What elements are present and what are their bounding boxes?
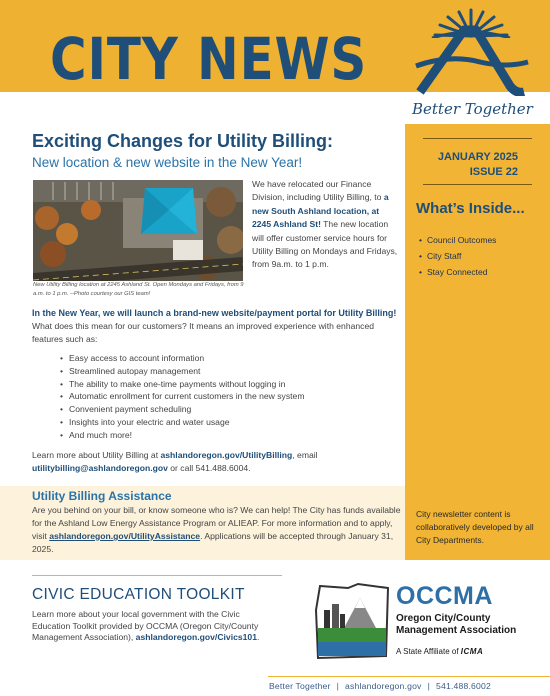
civic-rule — [32, 575, 282, 576]
tagline: Better Together — [412, 100, 533, 118]
issue-number: ISSUE 22 — [469, 166, 518, 178]
article-subtitle: New location & new website in the New Year! — [32, 155, 303, 170]
utility-billing-link[interactable]: ashlandoregon.gov/UtilityBilling — [160, 450, 293, 460]
footer-phone: 541.488.6002 — [436, 681, 491, 691]
list-item: • Easy access to account information — [60, 352, 304, 365]
portal-paragraph — [32, 307, 402, 346]
affiliate-text: A State Affiliate of — [396, 647, 461, 656]
assistance-text-2: . Applications will be accepted through January 31, 2025. — [32, 531, 394, 554]
civics101-link[interactable]: ashlandoregon.gov/Civics101 — [135, 632, 257, 643]
sidebar-panel — [405, 124, 550, 560]
icma-wordmark: ICMA — [460, 647, 484, 656]
sun-a-logo-icon — [410, 4, 532, 96]
civic-text: Learn more about your local government with the Civic Education Toolkit provided by OCCMA (Oregon City/County Management Association), — [32, 609, 259, 643]
footer-separator: | — [427, 681, 430, 691]
feature-list — [60, 352, 304, 442]
article-title: Exciting Changes for Utility Billing: — [32, 131, 334, 151]
aerial-photo — [33, 180, 243, 281]
issue-info — [438, 150, 518, 180]
footer-separator: | — [336, 681, 340, 691]
assistance-heading: Utility Billing Assistance — [32, 489, 172, 503]
sidebar-top-rule — [423, 138, 532, 139]
footer-website-link[interactable]: ashlandoregon.gov — [345, 681, 422, 691]
assistance-text-1: Are you behind on your bill, or know someone who is? We can help! The City has funds available for the Ashland Low Energy Assistance Program or ALIEAP. For more information and to apply, visit — [32, 505, 401, 541]
learn-text-1: Learn more about Utility Billing at — [32, 450, 161, 460]
masthead-title: CITY NEWS — [50, 25, 368, 93]
learn-more-paragraph — [32, 449, 407, 475]
portal-announcement: In the New Year, we will launch a brand-new website/payment portal for Utility Billing! — [32, 308, 397, 318]
portal-text: What does this mean for our customers? It means an improved experience with enhanced features such as: — [32, 321, 375, 344]
occma-full-name — [396, 613, 516, 637]
learn-text-2: , email — [292, 450, 318, 460]
civic-text-end: . — [256, 632, 260, 643]
oregon-map-logo-icon — [314, 580, 392, 664]
civic-heading: CIVIC EDUCATION TOOLKIT — [32, 586, 245, 603]
intro-location: a new South Ashland location, at 2245 Ashland St! — [252, 192, 389, 230]
whats-inside-list — [419, 232, 496, 280]
whats-inside-heading: What’s Inside... — [416, 200, 525, 217]
list-item: • The ability to make one-time payments without logging in — [60, 378, 304, 391]
occma-wordmark: OCCMA — [396, 582, 493, 610]
inside-item-council[interactable]: • Council Outcomes — [419, 232, 496, 248]
list-item: • And much more! — [60, 429, 304, 442]
intro-text-2: The new location will offer customer service hours for Utility Billing on Mondays and Fridays, from 9a.m. to 1 p.m. — [252, 219, 398, 270]
intro-paragraph — [252, 178, 400, 272]
list-item: • Streamlined autopay management — [60, 365, 304, 378]
utility-billing-email-link[interactable]: utilitybilling@ashlandoregon.gov — [32, 463, 168, 473]
photo-caption: New Utility Billing location at 2245 Ashland St. Open Mondays and Fridays, from 9 a.m. to 1 p.m. --Photo courtesy our GIS team! — [33, 282, 244, 297]
footer — [269, 681, 491, 691]
sidebar-mid-rule — [423, 184, 532, 185]
inside-item-connected[interactable]: • Stay Connected — [419, 264, 496, 280]
occma-affiliate — [396, 647, 483, 656]
assistance-paragraph — [32, 504, 402, 556]
intro-text-1: We have relocated our Finance Division, including Utility Billing, to — [252, 179, 384, 203]
utility-assistance-link[interactable]: ashlandoregon.gov/UtilityAssistance — [49, 531, 201, 541]
issue-date: JANUARY 2025 — [437, 151, 518, 163]
list-item: • Convenient payment scheduling — [60, 403, 304, 416]
civic-paragraph — [32, 609, 272, 644]
footer-rule — [268, 676, 550, 677]
sidebar-footnote: City newsletter content is collaboratively developed by all City Departments. — [416, 509, 534, 545]
occma-full-line-2: Management Association — [396, 625, 517, 636]
list-item: • Automatic enrollment for current customers in the new system — [60, 390, 304, 403]
occma-full-line-1: Oregon City/County — [396, 613, 491, 624]
inside-item-staff[interactable]: • City Staff — [419, 248, 496, 264]
footer-tagline: Better Together — [269, 681, 331, 691]
learn-text-3: or call 541.488.6004. — [167, 463, 251, 473]
list-item: • Insights into your electric and water usage — [60, 416, 304, 429]
